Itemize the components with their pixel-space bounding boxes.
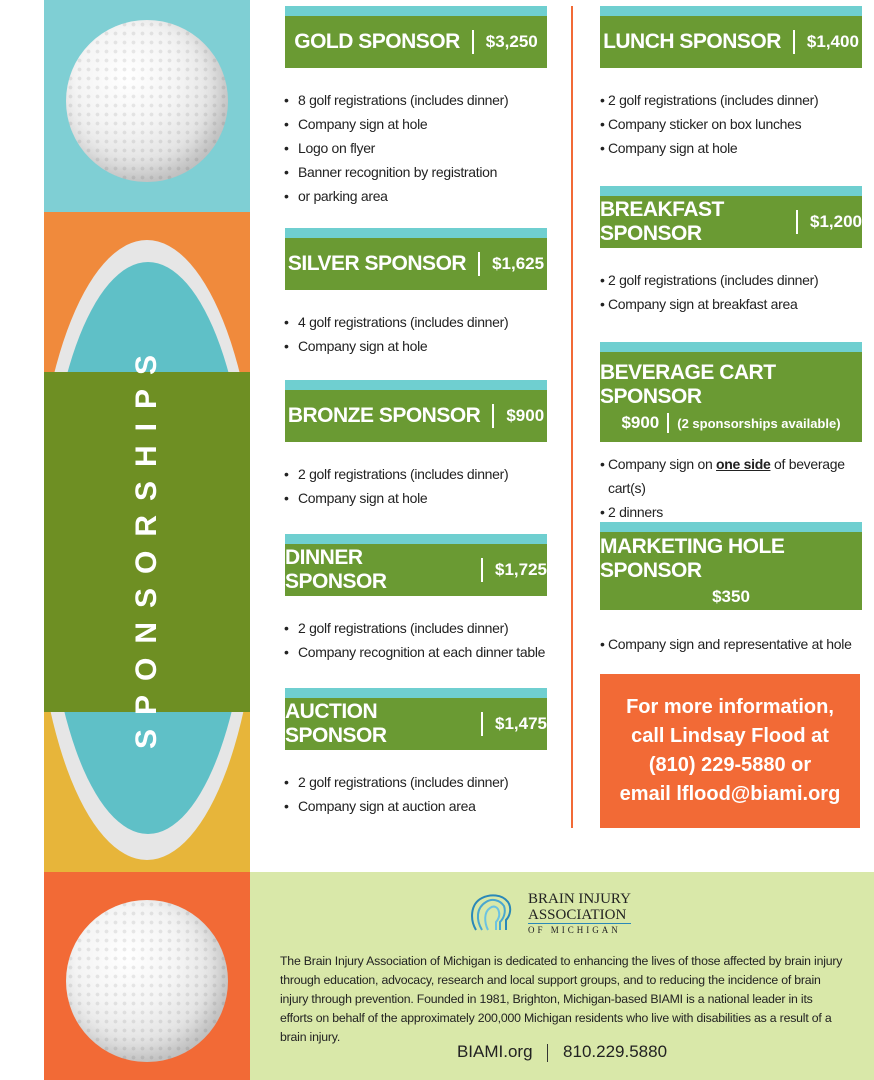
list-item: • Company sign at hole [600, 136, 818, 160]
list-item: • Company recognition at each dinner table [284, 640, 545, 664]
list-item: • Company sign at auction area [284, 794, 508, 818]
list-item: • Company sign at hole [284, 112, 508, 136]
brain-head-icon [468, 890, 524, 936]
list-item: • 2 golf registrations (includes dinner) [284, 462, 508, 486]
gold-sponsor-header: GOLD SPONSOR $3,250 [285, 16, 547, 68]
contact-info-box [600, 674, 860, 828]
dinner-sponsor-benefits [284, 616, 545, 664]
list-item: • 8 golf registrations (includes dinner) [284, 88, 508, 112]
list-item: • Company sign on one side of beverage cart(s) [600, 452, 874, 500]
logo-text-line1: BRAIN INJURY [528, 890, 631, 907]
silver-sponsor-header: SILVER SPONSOR $1,625 [285, 238, 547, 290]
list-item: • Logo on flyer [284, 136, 508, 160]
list-item: • Company sign and representative at hole [600, 632, 852, 656]
list-item: • Company sign at breakfast area [600, 292, 818, 316]
golf-ball-bottom-icon [66, 900, 228, 1062]
sponsorships-vertical-title: SPONSORSHIPS [130, 340, 163, 750]
breakfast-sponsor-header: BREAKFAST SPONSOR $1,200 [600, 196, 862, 248]
logo-text-line3: OF MICHIGAN [528, 923, 631, 936]
gold-sponsor-benefits [284, 88, 508, 208]
bronze-sponsor-header: BRONZE SPONSOR $900 [285, 390, 547, 442]
list-item: • Company sign at hole [284, 486, 508, 510]
marketing-hole-sponsor-benefits [600, 632, 852, 656]
footer-description: The Brain Injury Association of Michigan is dedicated to enhancing the lives of those affected by brain injury through education, advocacy, research and local support groups, and to reducing the incidence of brain injury through prevention. Founded in 1981, Brighton, Michigan-based BIAMI is a national leader in its efforts on behalf of the approximately 200,000 Michigan residents who live with disabilities as a result of a brain injury. [280, 954, 843, 1044]
logo-text-line2: ASSOCIATION [528, 906, 627, 923]
info-line: call Lindsay Flood at [631, 725, 829, 747]
list-item: • 4 golf registrations (includes dinner) [284, 310, 508, 334]
left-decorative-strip [44, 0, 250, 872]
list-item: • Company sticker on box lunches [600, 112, 818, 136]
footer-panel [250, 872, 874, 1080]
auction-sponsor-benefits [284, 770, 508, 818]
column-divider [571, 6, 573, 828]
list-item: • 2 golf registrations (includes dinner) [600, 88, 818, 112]
beverage-cart-sponsor-benefits [600, 452, 874, 524]
beverage-cart-sponsor-header: BEVERAGE CART SPONSOR $900 (2 sponsorships available) [600, 352, 862, 442]
website-link[interactable]: BIAMI.org [456, 1042, 533, 1061]
marketing-hole-sponsor-header: MARKETING HOLE SPONSOR $350 [600, 532, 862, 610]
list-item-continuation: • or parking area [284, 184, 508, 208]
auction-sponsor-header: AUCTION SPONSOR $1,475 [285, 698, 547, 750]
golf-ball-top-icon [66, 20, 228, 182]
footer-contact-line [250, 1042, 874, 1062]
silver-sponsor-benefits [284, 310, 508, 358]
info-email-link[interactable]: email lflood@biami.org [619, 783, 841, 805]
info-phone-link[interactable]: (810) 229-5880 or [648, 754, 812, 776]
list-item: • Banner recognition by registration [284, 160, 508, 184]
lunch-sponsor-header: LUNCH SPONSOR $1,400 [600, 16, 862, 68]
phone-number[interactable]: 810.229.5880 [563, 1042, 668, 1061]
breakfast-sponsor-benefits [600, 268, 818, 316]
dinner-sponsor-header: DINNER SPONSOR $1,725 [285, 544, 547, 596]
list-item: • 2 dinners [600, 500, 874, 524]
list-item: • 2 golf registrations (includes dinner) [600, 268, 818, 292]
footer-left-panel [44, 872, 250, 1080]
list-item: • 2 golf registrations (includes dinner) [284, 770, 508, 794]
lunch-sponsor-benefits [600, 88, 818, 160]
info-line: For more information, [626, 696, 834, 718]
bronze-sponsor-benefits [284, 462, 508, 510]
biami-logo [468, 890, 631, 936]
list-item: • Company sign at hole [284, 334, 508, 358]
list-item: • 2 golf registrations (includes dinner) [284, 616, 545, 640]
